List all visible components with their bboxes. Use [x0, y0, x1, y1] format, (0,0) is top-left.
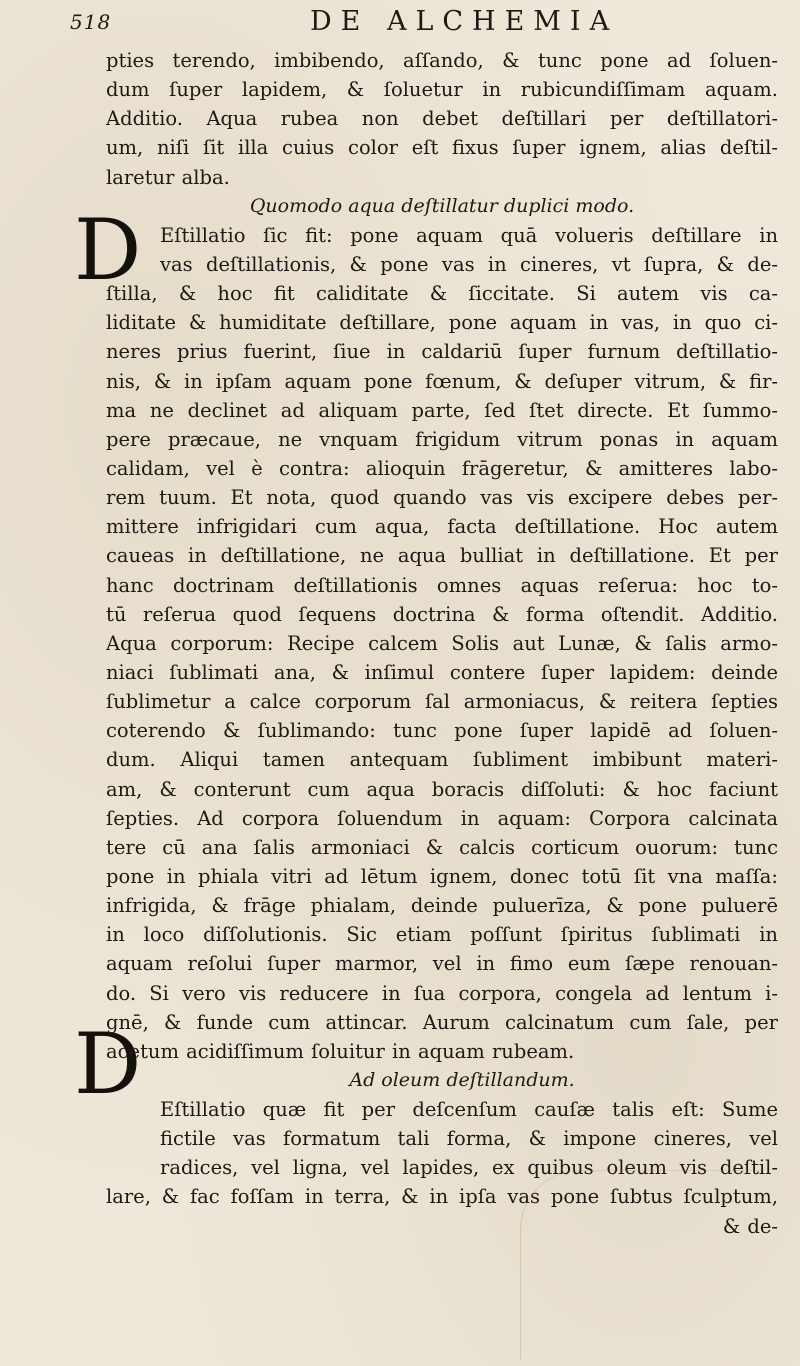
text-line: infrigida, & frāge phialam, deinde puluerīza, & pone puluerē [106, 894, 778, 918]
text-line: neres prius fuerint, ſiue in caldariū ſuper furnum deſtillatio- [106, 340, 778, 364]
text-line: radices, vel ligna, vel lapides, ex quibus oleum vis deſtil- [160, 1156, 778, 1180]
drop-cap: D [74, 201, 142, 299]
text-line: Eſtillatio quæ fit per deſcenſum cauſæ talis eſt: Sume [160, 1098, 778, 1122]
text-line: Additio. Aqua rubea non debet deſtillari per deſtillatori- [106, 107, 778, 131]
catchword: & de- [722, 1214, 778, 1238]
text-line: ſublimetur a calce corporum ſal armoniacus, & reitera ſepties [106, 690, 778, 714]
text-line: liditate & humiditate deſtillare, pone aquam in vas, in quo ci- [106, 311, 778, 335]
text-line: acetum acidiſſimum ſoluitur in aquam rubeam. [106, 1039, 575, 1063]
text-line: calidam, vel è contra: alioquin frāgeretur, & amitteres labo- [106, 456, 778, 480]
text-line: dum. Aliqui tamen antequam ſubliment imbibunt materi- [106, 748, 778, 772]
running-head [70, 6, 770, 42]
text-line: aquam reſolui ſuper marmor, vel in fimo eum ſæpe renouan- [106, 952, 778, 976]
text-line: ſepties. Ad corpora ſoluendum in aquam: Corpora calcinata [106, 806, 778, 830]
text-line: niaci ſublimati ana, & inſimul contere ſuper lapidem: deinde [106, 660, 778, 684]
text-line: Eſtillatio ſic fit: pone aquam quā volueris deſtillare in [160, 223, 778, 247]
text-line: ſtilla, & hoc fit caliditate & ſiccitate. Si autem vis ca- [106, 282, 778, 306]
text-line: mittere infrigidari cum aqua, facta deſtillatione. Hoc autem [106, 515, 778, 539]
paper-fold-mark [520, 1170, 761, 1361]
text-line: rem tuum. Et nota, quod quando vas vis excipere debes per- [106, 486, 778, 510]
section-heading: Ad oleum deſtillandum. [349, 1068, 575, 1091]
text-line: tere cū ana ſalis armoniaci & calcis corticum ouorum: tunc [106, 835, 778, 859]
running-title: DE ALCHEMIA [310, 6, 619, 37]
text-line: pere præcaue, ne vnquam frigidum vitrum ponas in aquam [106, 427, 778, 451]
main-text [106, 46, 778, 1241]
text-line: pties terendo, imbibendo, aſſando, & tunc pone ad ſoluen- [106, 49, 778, 72]
text-line: caueas in deſtillatione, ne aqua bulliat in deſtillatione. Et per [106, 544, 778, 568]
text-line: do. Si vero vis reducere in ſua corpora, congela ad lentum i- [106, 981, 778, 1005]
page-number: 518 [70, 10, 112, 34]
text-line: vas deſtillationis, & pone vas in cineres, vt ſupra, & de- [160, 252, 778, 276]
text-line: um, niſi ſit illa cuius color eſt fixus ſuper ignem, alias deſtil- [106, 136, 778, 160]
text-line: am, & conterunt cum aqua boracis diſſoluti: & hoc faciunt [106, 777, 778, 801]
text-line: nis, & in ipſam aquam pone fœnum, & deſuper vitrum, & fir- [106, 369, 778, 393]
text-line: Aqua corporum: Recipe calcem Solis aut Lunæ, & ſalis armo- [106, 631, 778, 655]
text-line: fictile vas formatum tali forma, & impone cineres, vel [160, 1127, 778, 1151]
text-line: hanc doctrinam deſtillationis omnes aquas reſerua: hoc to- [106, 573, 778, 597]
text-line: pone in phiala vitri ad lētum ignem, donec totū ſit vna maſſa: [106, 864, 778, 888]
text-line: in loco diſſolutionis. Sic etiam poſſunt ſpiritus ſublimati in [106, 923, 778, 947]
text-line: lare, & fac foſſam in terra, & in ipſa vas pone ſubtus ſculptum, [106, 1185, 778, 1209]
section-heading: Quomodo aqua deſtillatur duplici modo. [249, 194, 635, 217]
text-line: ma ne declinet ad aliquam parte, ſed ſtet directe. Et ſummo- [106, 398, 778, 422]
text-line: coterendo & ſublimando: tunc pone ſuper lapidē ad ſoluen- [106, 719, 778, 743]
text-line: laretur alba. [106, 165, 230, 189]
text-line: gnē, & funde cum attincar. Aurum calcinatum cum ſale, per [106, 1010, 778, 1034]
drop-cap: D [74, 1015, 142, 1113]
text-line: dum ſuper lapidem, & ſoluetur in rubicundiſſimam aquam. [106, 78, 778, 102]
text-line: tū reſerua quod ſequens doctrina & forma oſtendit. Additio. [106, 602, 778, 626]
